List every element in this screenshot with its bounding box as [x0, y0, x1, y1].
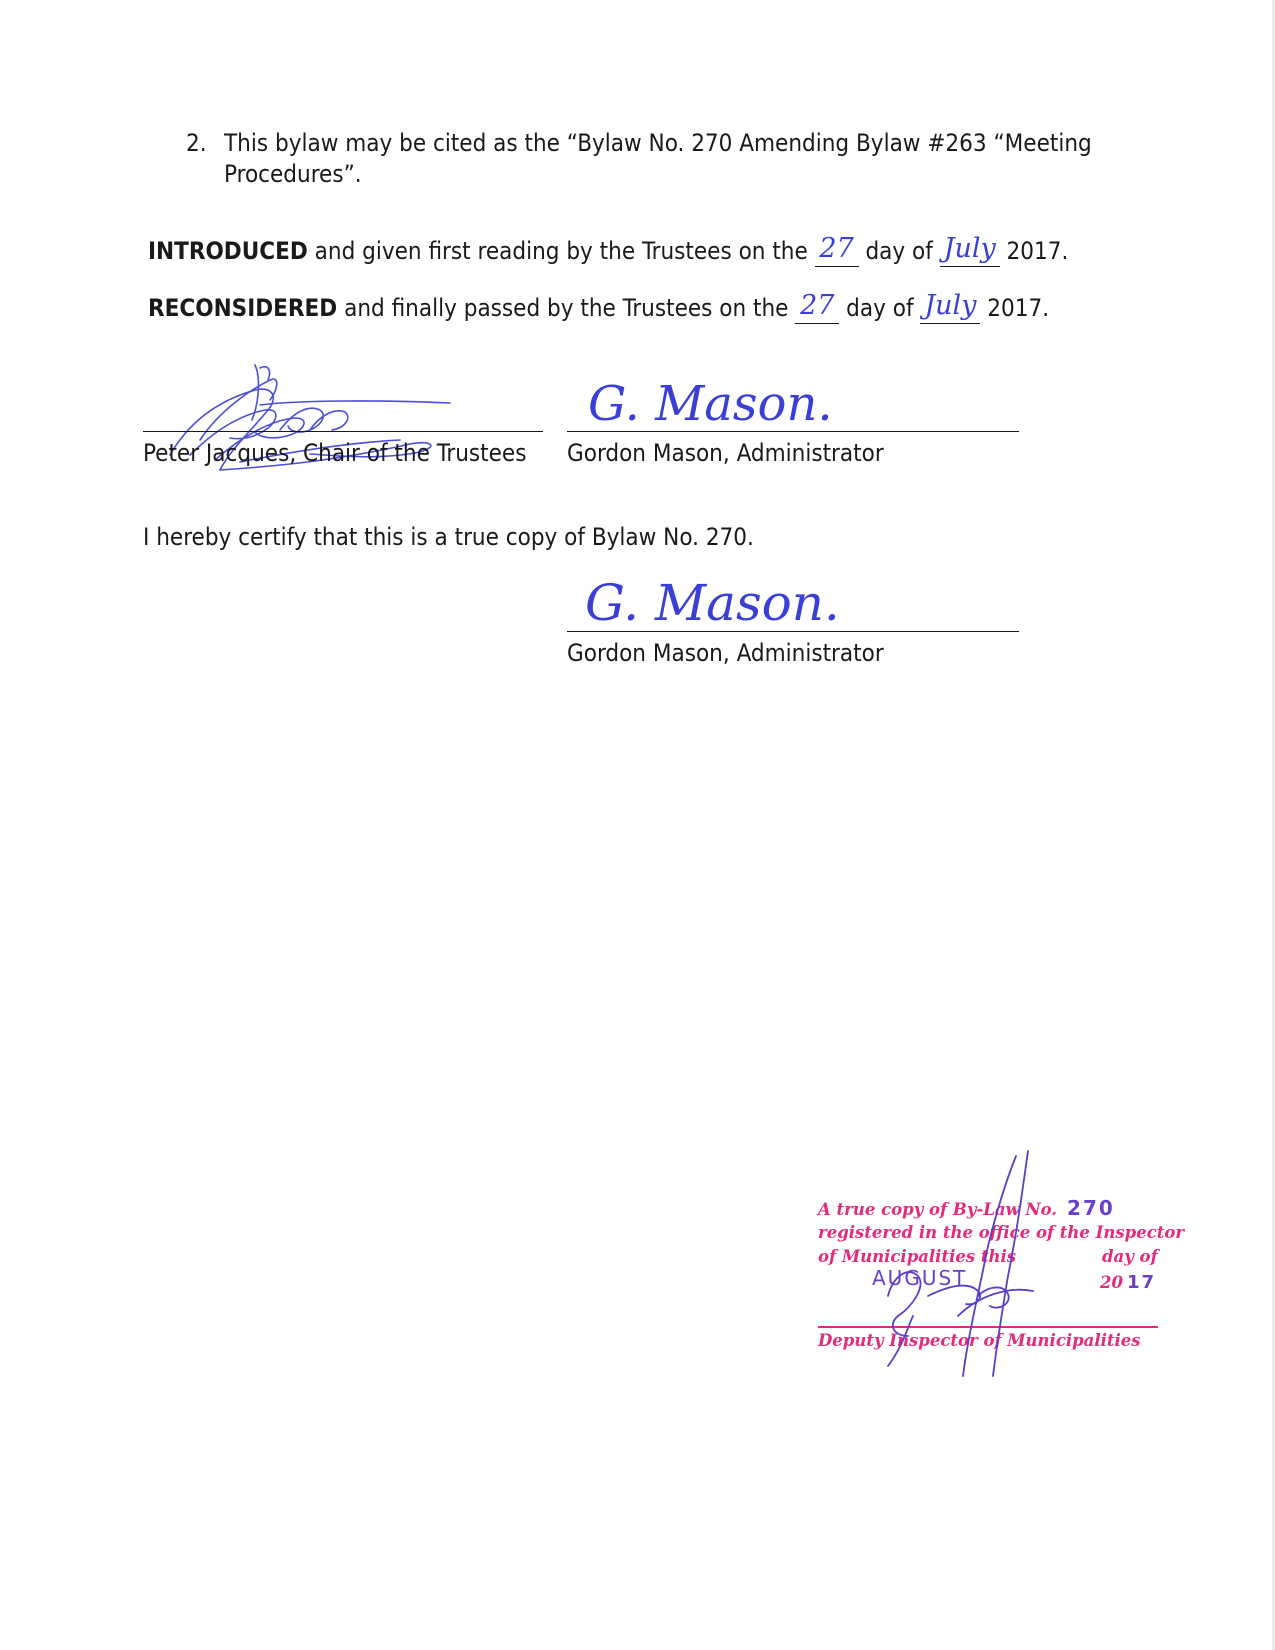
registration-stamp — [818, 1196, 1185, 1436]
reconsidered-day-blank — [795, 290, 839, 324]
admin-signature-line — [567, 431, 1019, 432]
stamp-month: AUGUST — [872, 1266, 968, 1290]
introduced-text-mid: day of — [858, 237, 940, 265]
introduced-month-blank — [940, 233, 1000, 267]
stamp-bylaw-number: 270 — [1067, 1196, 1115, 1220]
clause-number: 2. — [186, 129, 207, 157]
chair-caption: Peter Jacques, Chair of the Trustees — [143, 439, 527, 467]
introduced-month: July — [943, 233, 996, 264]
stamp-year-suffix: 17 — [1126, 1272, 1157, 1293]
reconsidered-month: July — [924, 290, 977, 321]
reconsidered-text: and finally passed by the Trustees on the — [337, 294, 796, 322]
svg-text:G. Mason.: G. Mason. — [585, 574, 840, 632]
certify-text: I hereby certify that this is a true copy of Bylaw No. 270. — [143, 523, 754, 551]
introduced-day: 27 — [819, 233, 854, 264]
svg-text:G. Mason.: G. Mason. — [588, 376, 833, 432]
reconsidered-day: 27 — [800, 290, 835, 321]
introduced-day-blank — [815, 233, 859, 267]
chair-signature-image — [160, 360, 480, 490]
introduced-year: 2017. — [999, 237, 1069, 265]
introduced-line — [148, 233, 1069, 267]
stamp-line3: of Municipalities this — [818, 1247, 1017, 1266]
stamp-line3b: day of — [1102, 1247, 1158, 1266]
admin-signature-image — [588, 375, 888, 435]
stamp-footer: Deputy Inspector of Municipalities — [818, 1331, 1141, 1350]
reconsidered-line — [148, 290, 1050, 324]
certify-signature-image — [585, 573, 905, 633]
deputy-signature-image — [858, 1146, 1088, 1386]
stamp-line2: registered in the office of the Inspector — [818, 1223, 1185, 1242]
stamp-line1-text: A true copy of By-Law No. — [818, 1200, 1058, 1219]
introduced-text: and given first reading by the Trustees on the — [307, 237, 815, 265]
chair-signature-line — [143, 431, 543, 432]
stamp-year — [1100, 1270, 1156, 1295]
certify-signature-line — [567, 631, 1019, 632]
reconsidered-keyword: RECONSIDERED — [148, 294, 338, 322]
stamp-year-prefix: 20 — [1100, 1273, 1123, 1292]
certify-caption: Gordon Mason, Administrator — [567, 639, 884, 667]
introduced-keyword: INTRODUCED — [148, 237, 308, 265]
reconsidered-text-mid: day of — [839, 294, 921, 322]
clause-text: This bylaw may be cited as the “Bylaw No. 270 Amending Bylaw #263 “Meeting Procedures”. — [224, 129, 1092, 188]
reconsidered-month-blank — [920, 290, 980, 324]
reconsidered-year: 2017. — [980, 294, 1050, 322]
admin-caption: Gordon Mason, Administrator — [567, 439, 884, 467]
